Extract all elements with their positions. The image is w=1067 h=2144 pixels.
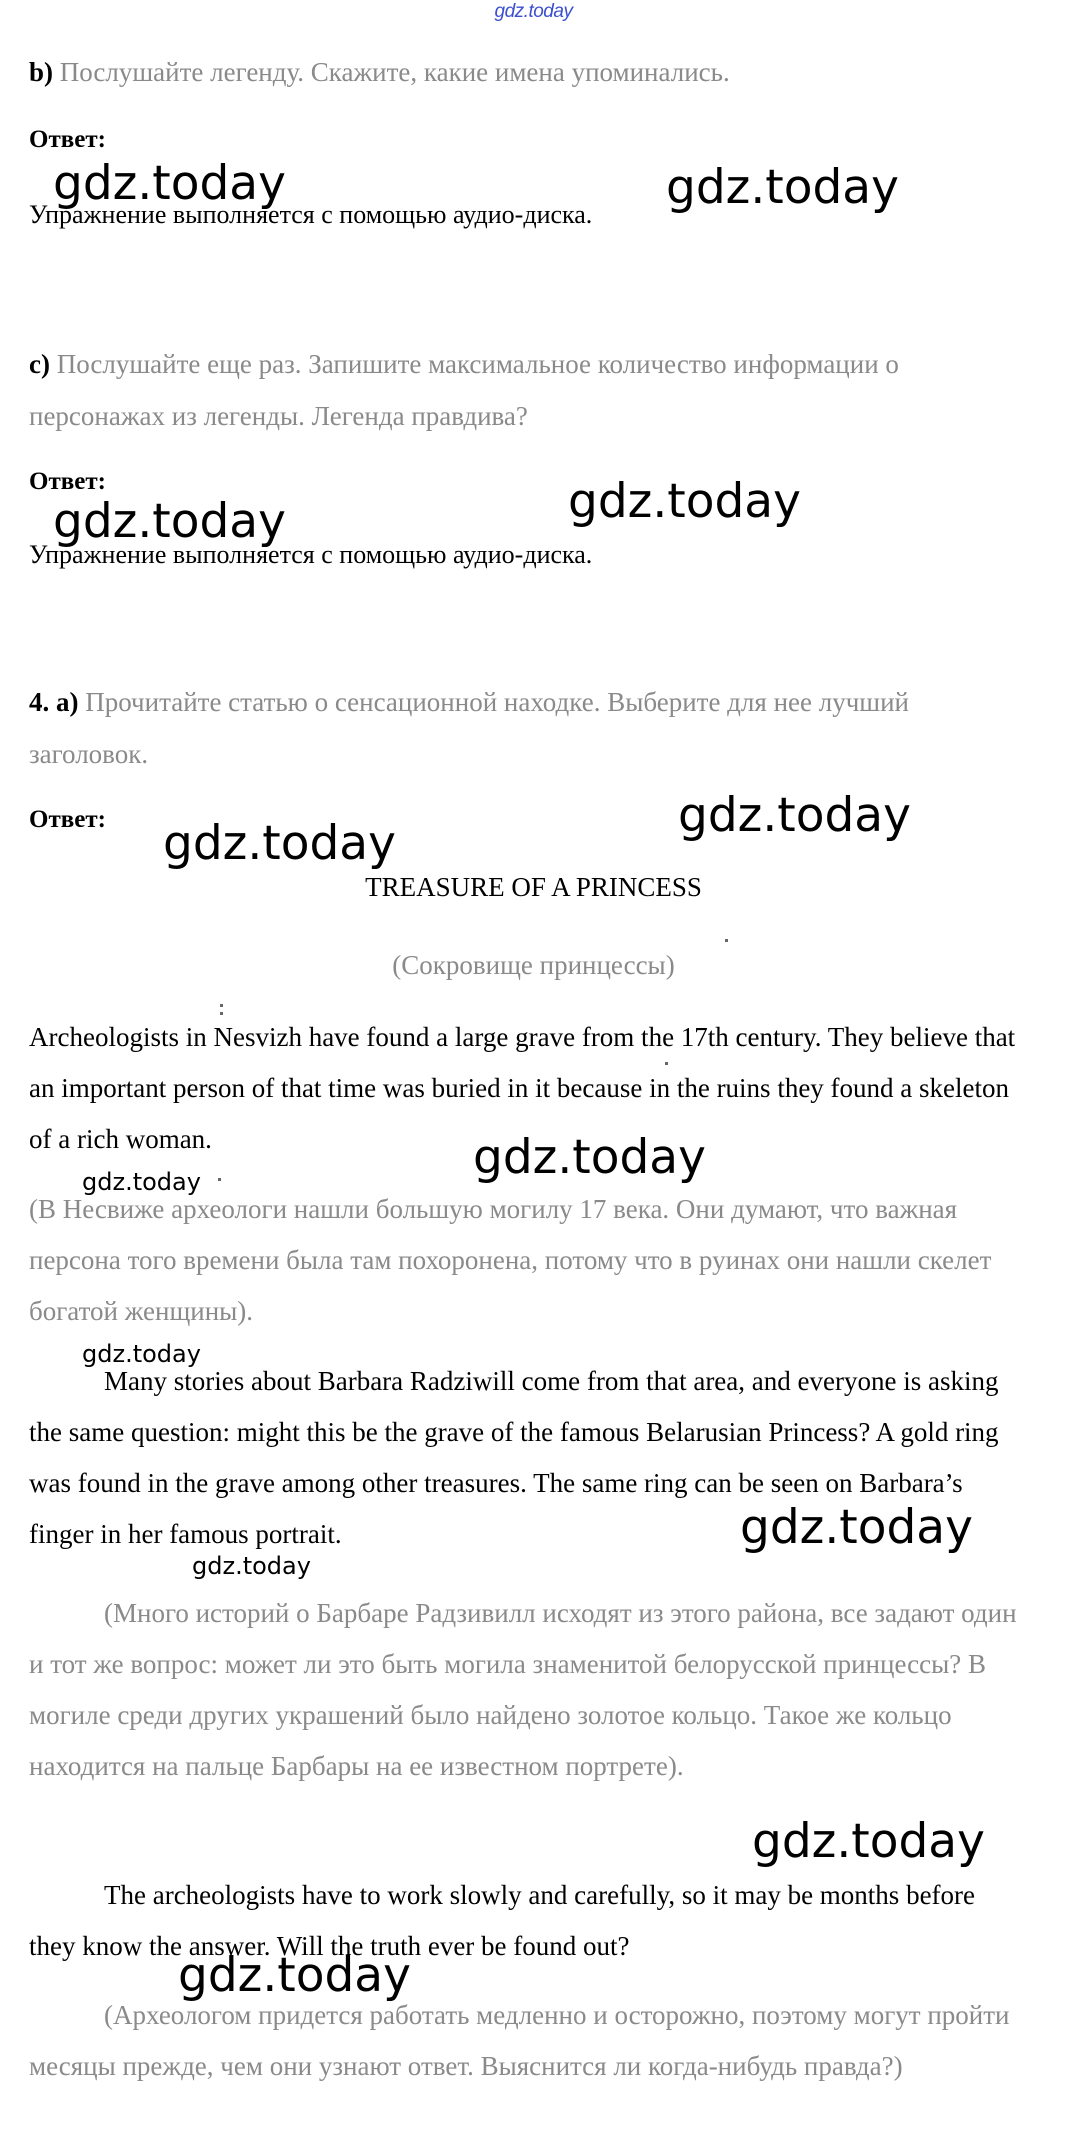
task-c-text: Послушайте еще раз. Запишите максимальное количество информации о персонажах из легенды. Легенда правдива? bbox=[29, 349, 899, 431]
answer-label-b: Ответ: bbox=[29, 126, 106, 153]
watermark: gdz.today bbox=[678, 788, 911, 843]
article-title: TREASURE OF A PRINCESS bbox=[365, 872, 702, 902]
speck-mark bbox=[220, 1012, 223, 1015]
watermark: gdz.today bbox=[82, 1168, 201, 1196]
article-paragraph-3-ru: (Археологом придется работать медленно и осторожно, поэтому могут пройти месяцы прежде, чем они узнают ответ. Выяснится ли когда-нибудь правда?) bbox=[29, 2000, 1010, 2081]
site-mark[interactable]: gdz.today bbox=[494, 1, 573, 22]
article-paragraph-1-ru: (В Несвиже археологи нашли большую могилу 17 века. Они думают, что важная персона того времени была там похоронена, потому что в руинах они нашли скелет богатой женщины). bbox=[29, 1194, 992, 1326]
watermark: gdz.today bbox=[53, 156, 286, 211]
speck-mark bbox=[665, 1062, 668, 1065]
task-b-label: b) bbox=[29, 57, 54, 87]
watermark: gdz.today bbox=[163, 816, 396, 871]
task-4a-label: 4. a) bbox=[29, 687, 79, 717]
watermark: gdz.today bbox=[740, 1500, 973, 1555]
watermark: gdz.today bbox=[82, 1340, 201, 1368]
task-b bbox=[29, 46, 1019, 98]
answer-b: Упражнение выполняется с помощью аудио-диска. bbox=[29, 200, 593, 229]
speck-mark bbox=[218, 1178, 221, 1181]
task-c-label: c) bbox=[29, 349, 50, 379]
task-4a-text: Прочитайте статью о сенсационной находке. Выберите для нее лучший заголовок. bbox=[29, 687, 909, 769]
task-c bbox=[29, 338, 1019, 442]
answer-c: Упражнение выполняется с помощью аудио-диска. bbox=[29, 540, 593, 569]
article-paragraph-1-en: Archeologists in Nesvizh have found a large grave from the 17th century. They believe that an important person of that time was buried in it because in the ruins they found a skeleton of a rich woman. bbox=[29, 1022, 1016, 1154]
article-paragraph-3-en: The archeologists have to work slowly and carefully, so it may be months before they know the answer. Will the truth ever be found out? bbox=[29, 1880, 976, 1961]
watermark: gdz.today bbox=[666, 160, 899, 215]
watermark: gdz.today bbox=[53, 494, 286, 549]
task-b-text: Послушайте легенду. Скажите, какие имена упоминались. bbox=[59, 57, 730, 87]
watermark: gdz.today bbox=[473, 1130, 706, 1185]
article-subtitle: (Сокровище принцессы) bbox=[392, 950, 675, 980]
speck-mark bbox=[725, 939, 728, 942]
speck-mark bbox=[220, 1004, 223, 1007]
task-4a bbox=[29, 676, 1019, 780]
article-paragraph-2-ru: (Много историй о Барбаре Радзивилл исходят из этого района, все задают один и тот же вопрос: может ли это быть могила знаменитой белорусской принцессы? В могиле среди других украшений было найдено золотое кольцо. Такое же кольцо находится на пальце Барбары на ее известном портрете). bbox=[29, 1598, 1017, 1781]
watermark: gdz.today bbox=[752, 1814, 985, 1869]
watermark: gdz.today bbox=[192, 1552, 311, 1580]
watermark: gdz.today bbox=[568, 474, 801, 529]
article-paragraph-2-en: Many stories about Barbara Radziwill come from that area, and everyone is asking the same question: might this be the grave of the famous Belarusian Princess? A gold ring was found in the grave among other treasures. The same ring can be seen on Barbara’s finger in her famous portrait. bbox=[29, 1366, 999, 1549]
watermark: gdz.today bbox=[178, 1948, 411, 2003]
answer-label-4a: Ответ: bbox=[29, 806, 106, 833]
answer-label-c: Ответ: bbox=[29, 468, 106, 495]
